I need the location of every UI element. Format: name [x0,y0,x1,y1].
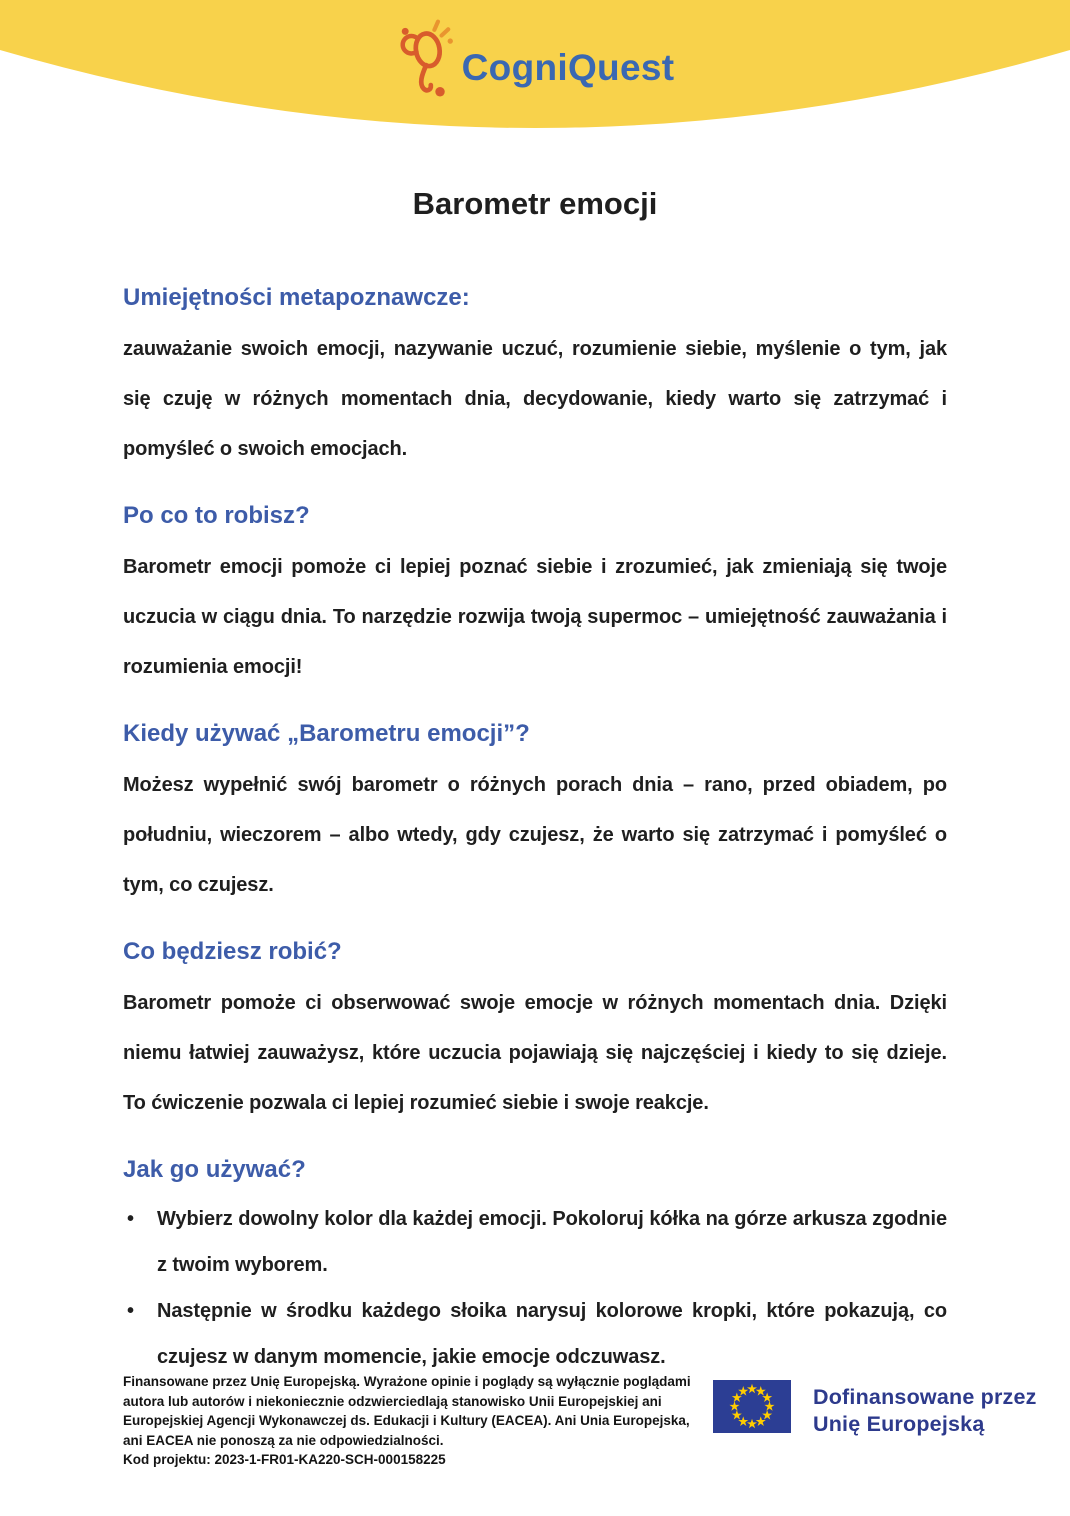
eu-flag-icon [713,1380,791,1433]
funding-disclaimer-block [123,1372,711,1470]
section-heading: Umiejętności metapoznawcze: [123,284,470,311]
eu-funding-block [713,1380,1037,1438]
section-body: Barometr pomoże ci obserwować swoje emocje w różnych momentach dnia. Dzięki niemu łatwiej zauważysz, które uczucia pojawiają się najczęściej i kiedy to się dzieje. To ćwiczenie pozwala ci lepiej rozumieć siebie i swoje reakcje. [123,992,947,1114]
cogniquest-logo [396,16,675,102]
logo-text: CogniQuest [461,47,675,88]
bullet-item: • Następnie w środku każdego słoika narysuj kolorowe kropki, które pokazują, co czujesz w danym momencie, jakie emocje odczuwasz. [123,1288,947,1380]
eu-funding-label [813,1384,1037,1438]
section-when [123,718,947,910]
section-body: Możesz wypełnić swój barometr o różnych porach dnia – rano, przed obiadem, po południu, wieczorem – albo wtedy, gdy czujesz, że warto się zatrzymać i pomyśleć o tym, co czujesz. [123,774,947,896]
section-metacognitive-skills [123,282,947,474]
cogniquest-logo-icon [396,16,454,102]
section-how [123,1154,947,1380]
eu-funding-label-line1: Dofinansowane przez [813,1385,1037,1409]
section-body: zauważanie swoich emocji, nazywanie uczuć, rozumienie siebie, myślenie o tym, jak się czuję w różnych momentach dnia, decydowanie, kiedy warto się zatrzymać i pomyśleć o swoich emocjach. [123,338,947,460]
section-what [123,936,947,1128]
section-body: Barometr emocji pomoże ci lepiej poznać siebie i zrozumieć, jak zmieniają się twoje uczucia w ciągu dnia. To narzędzie rozwija twoją supermoc – umiejętność zauważania i rozumienia emocji! [123,556,947,678]
section-why [123,500,947,692]
footer [123,1372,1043,1470]
document-body [123,184,947,1380]
section-heading: Kiedy używać „Barometru emocji”? [123,720,530,747]
section-heading: Jak go używać? [123,1156,306,1183]
project-code: Kod projektu: 2023-1-FR01-KA220-SCH-000158225 [123,1452,446,1467]
page-header [0,0,1070,130]
bullet-item: • Wybierz dowolny kolor dla każdej emocji. Pokoloruj kółka na górze arkusza zgodnie z twoim wyborem. [123,1196,947,1288]
page-title: Barometr emocji [412,186,658,221]
bullet-list [123,1196,947,1380]
eu-funding-label-line2: Unię Europejską [813,1412,985,1436]
section-heading: Po co to robisz? [123,502,310,529]
section-heading: Co będziesz robić? [123,938,342,965]
funding-disclaimer: Finansowane przez Unię Europejską. Wyrażone opinie i poglądy są wyłącznie poglądami autora lub autorów i niekoniecznie odzwierciedlają stanowisko Unii Europejskiej ani Europejskiej Agencji Wykonawczej ds. Edukacji i Kultury (EACEA). Ani Unia Europejska, ani EACEA nie ponoszą za nie odpowiedzialności. [123,1374,691,1448]
